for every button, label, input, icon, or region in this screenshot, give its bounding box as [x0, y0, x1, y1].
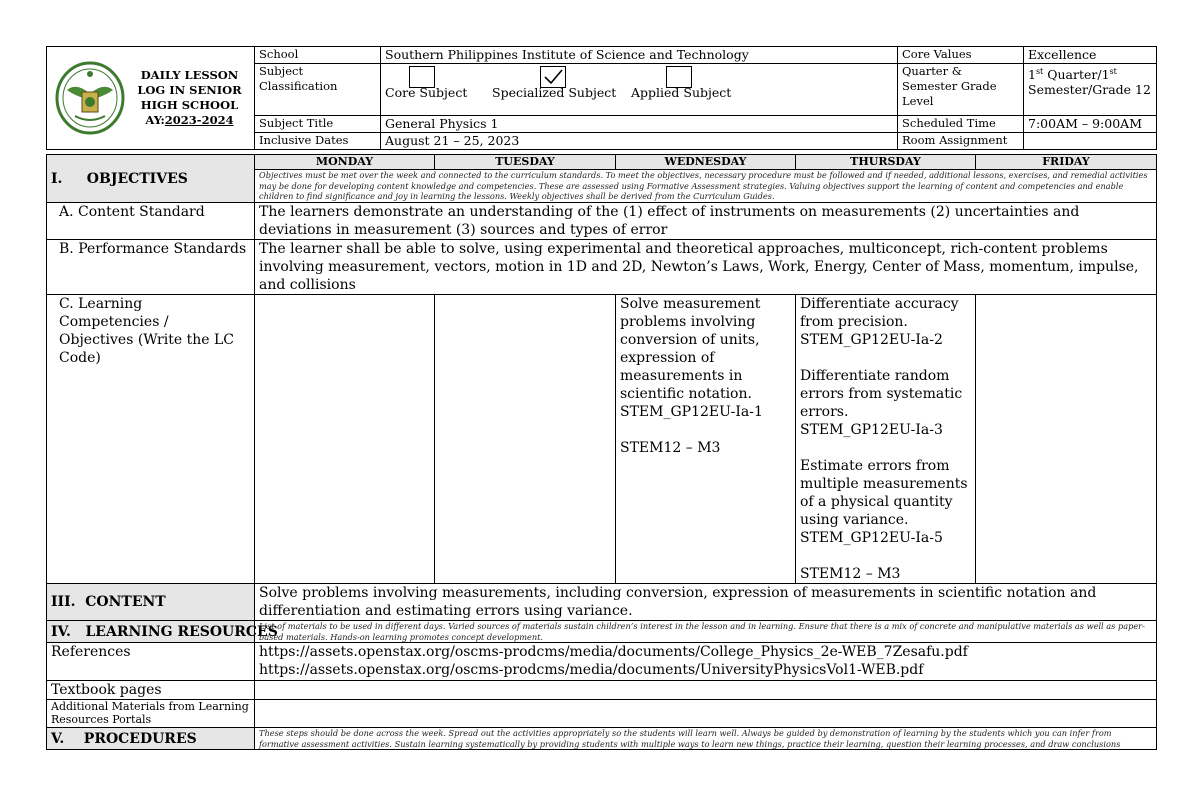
procedures-note: These steps should be done across the week. Spread out the activities appropriately so the students will learn well. Always be guided by demonstration of learning by the students which you can infer from formative assessment activities. Sustain learning systematically by providing students with multiple ways to learn new things, practice their learning, question their learning processes, and draw conclusions: [255, 728, 1157, 750]
subject-title-label: Subject Title: [255, 116, 381, 133]
content-heading: III. CONTENT: [47, 584, 255, 621]
content-standard-text: The learners demonstrate an understanding of the (1) effect of instruments on measurements (2) uncertainties and deviations in measurement (3) sources and types of error: [255, 203, 1157, 240]
scheduled-time-value: 7:00AM – 9:00AM: [1024, 116, 1157, 133]
learning-resources-heading: IV. LEARNING RESOURCES: [47, 621, 255, 643]
content-text: Solve problems involving measurements, including conversion, expression of measurements in scientific notation and differentiation and estimating errors using variance.: [255, 584, 1157, 621]
school-title-block: [47, 47, 255, 150]
academic-year: AY:2023-2024: [145, 113, 234, 127]
content-standard-label: A. Content Standard: [47, 203, 255, 240]
doc-title-line1: DAILY LESSON: [140, 68, 239, 82]
additional-materials-value: [255, 700, 1157, 728]
competencies-tuesday: [435, 295, 616, 584]
checkmark-icon: [541, 67, 565, 87]
room-assignment-value: [1024, 133, 1157, 150]
day-wednesday: WEDNESDAY: [616, 155, 796, 170]
school-value: Southern Philippines Institute of Science and Technology: [381, 47, 898, 64]
applied-subject-label: Applied Subject: [631, 85, 732, 100]
performance-standards-label: B. Performance Standards: [47, 240, 255, 295]
day-monday: MONDAY: [255, 155, 435, 170]
inclusive-dates-value: August 21 – 25, 2023: [381, 133, 898, 150]
doc-title-line3: HIGH SCHOOL: [140, 98, 239, 112]
quarter-semester-value: 1st Quarter/1st Semester/Grade 12: [1024, 64, 1157, 116]
competencies-label: C. Learning Competencies / Objectives (Write the LC Code): [47, 295, 255, 584]
doc-title-line2: LOG IN SENIOR: [137, 83, 242, 97]
reference-link-2[interactable]: https://assets.openstax.org/oscms-prodcms/media/documents/UniversityPhysicsVol1-WEB.pdf: [259, 662, 924, 678]
specialized-subject-label: Specialized Subject: [492, 85, 617, 100]
competencies-thursday: Differentiate accuracy from precision. STEM_GP12EU-Ia-2 Differentiate random errors from systematic errors. STEM_GP12EU-Ia-3 Estimate errors from multiple measurements of a physical quantity using variance. STEM_GP12EU-Ia-5 STEM12 – M3: [796, 295, 976, 584]
core-values-label: Core Values: [898, 47, 1024, 64]
scheduled-time-label: Scheduled Time: [898, 116, 1024, 133]
day-thursday: THURSDAY: [796, 155, 976, 170]
quarter-semester-label: Quarter & Semester Grade Level: [898, 64, 1024, 116]
performance-standards-text: The learner shall be able to solve, using experimental and theoretical approaches, multiconcept, rich-content problems involving measurement, vectors, motion in 1D and 2D, Newton’s Laws, Work, Energy, Center of Mass, momentum, impulse, and collisions: [255, 240, 1157, 295]
textbook-pages-value: [255, 681, 1157, 700]
core-values-value: Excellence: [1024, 47, 1157, 64]
competencies-wednesday: Solve measurement problems involving conversion of units, expression of measurements in scientific notation. STEM_GP12EU-Ia-1 STEM12 – M3: [616, 295, 796, 584]
subject-classification-options: [381, 64, 898, 116]
references-label: References: [47, 643, 255, 681]
day-tuesday: TUESDAY: [435, 155, 616, 170]
subject-title-value: General Physics 1: [381, 116, 898, 133]
room-assignment-label: Room Assignment: [898, 133, 1024, 150]
day-friday: FRIDAY: [976, 155, 1157, 170]
lesson-plan-table: [46, 154, 1157, 750]
textbook-pages-label: Textbook pages: [47, 681, 255, 700]
school-seal-logo: [55, 60, 125, 136]
additional-materials-label: Additional Materials from Learning Resources Portals: [47, 700, 255, 728]
subject-classification-label: Subject Classification: [255, 64, 381, 116]
inclusive-dates-label: Inclusive Dates: [255, 133, 381, 150]
objectives-heading: I. OBJECTIVES: [47, 155, 255, 203]
competencies-monday: [255, 295, 435, 584]
reference-link-1[interactable]: https://assets.openstax.org/oscms-prodcms/media/documents/College_Physics_2e-WEB_7Zesafu.pdf: [259, 644, 968, 660]
competencies-friday: [976, 295, 1157, 584]
objectives-note: Objectives must be met over the week and connected to the curriculum standards. To meet the objectives, necessary procedure must be followed and if needed, additional lessons, exercises, and remedial activities may be done for developing content knowledge and competencies. These are assessed using Formative Assessment strategies. Valuing objectives support the learning of content and competencies and enable children to find significance and joy in learning the lessons. Weekly objectives shall be derived from the Curriculum Guides.: [255, 170, 1157, 203]
learning-resources-note: List of materials to be used in different days. Varied sources of materials sustain children’s interest in the lesson and in learning. Ensure that there is a mix of concrete and manipulative materials as well as paper-based materials. Hands-on learning promotes concept development.: [255, 621, 1157, 643]
core-subject-label: Core Subject: [385, 85, 468, 100]
procedures-heading: V. PROCEDURES: [47, 728, 255, 750]
references-links: [255, 643, 1157, 681]
school-label: School: [255, 47, 381, 64]
header-table: [46, 46, 1157, 150]
